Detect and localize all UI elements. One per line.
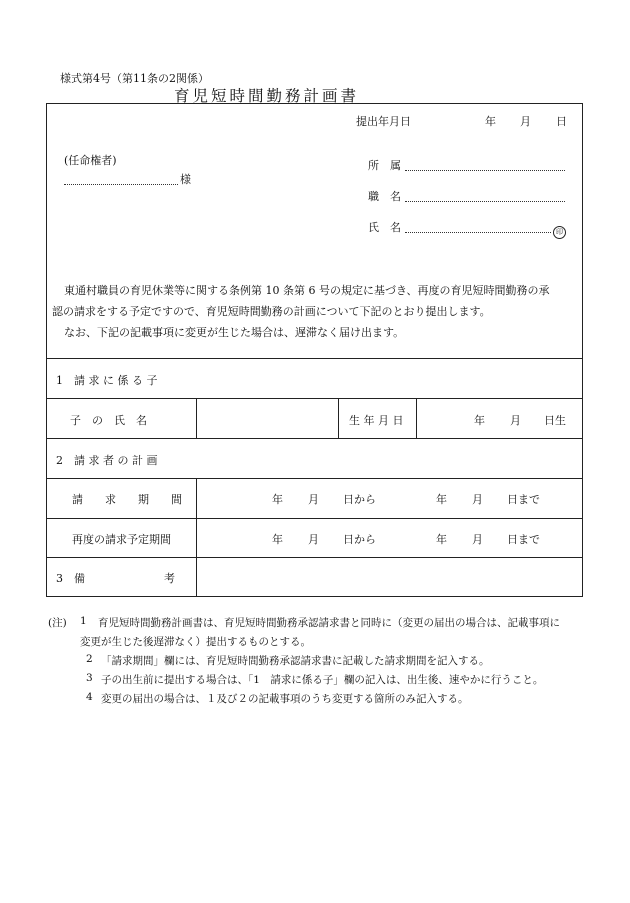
birthdate-label: 生 年 月 日 xyxy=(349,414,404,427)
row-line xyxy=(46,398,583,399)
replan-from-day-label: 日から xyxy=(343,533,376,546)
replan-to-day-label: 日まで xyxy=(507,533,540,546)
form-frame xyxy=(46,103,583,597)
table-top-line xyxy=(46,358,583,359)
row-line xyxy=(46,518,583,519)
from-month-label: 月 xyxy=(308,493,319,506)
row-line xyxy=(46,438,583,439)
section-1-heading: 1 請 求 に 係 る 子 xyxy=(56,374,158,387)
col-line xyxy=(338,398,339,438)
birth-day-label: 日生 xyxy=(544,414,566,427)
col-line xyxy=(416,398,417,438)
to-month-label: 月 xyxy=(472,493,483,506)
row-line xyxy=(46,557,583,558)
note-4-number: 4 xyxy=(86,691,93,703)
replan-from-year-label: 年 xyxy=(272,533,283,546)
note-3-number: 3 xyxy=(86,672,93,684)
section-3-heading: 3 備 xyxy=(56,572,85,585)
form-number: 様式第4号（第11条の2関係） xyxy=(60,72,209,85)
birth-month-label: 月 xyxy=(510,414,521,427)
appointer-line xyxy=(64,184,178,185)
birth-year-label: 年 xyxy=(474,414,485,427)
note-3-text: 子の出生前に提出する場合は、「1 請求に係る子」欄の記入は、出生後、速やかに行うこと。 xyxy=(101,674,544,686)
note-1-text: 育児短時間勤務計画書は、育児短時間勤務承認請求書と同時に（変更の届出の場合は、記載事項に xyxy=(98,617,560,629)
request-period-label: 請 求 期 間 xyxy=(72,493,182,506)
document-title: 育児短時間勤務計画書 xyxy=(174,87,360,105)
seal-icon: 印 xyxy=(553,219,566,239)
note-1-text-cont: 変更が生じた後遅滞なく）提出するものとする。 xyxy=(80,636,311,648)
row-line xyxy=(46,478,583,479)
section-2-heading: 2 請 求 者 の 計 画 xyxy=(56,454,158,467)
appointer-label: (任命権者) xyxy=(64,154,117,167)
position-line xyxy=(405,201,565,202)
position-label: 職 名 xyxy=(368,190,401,203)
date-day-label: 日 xyxy=(556,115,567,128)
to-day-label: 日まで xyxy=(507,493,540,506)
note-2-number: 2 xyxy=(86,653,93,665)
child-name-label: 子 の 氏 名 xyxy=(70,414,147,427)
name-label: 氏 名 xyxy=(368,221,401,234)
submission-date-label: 提出年月日 xyxy=(356,115,411,128)
section-3-heading-tail: 考 xyxy=(164,572,175,585)
date-year-label: 年 xyxy=(485,115,496,128)
replan-to-year-label: 年 xyxy=(436,533,447,546)
statement-line-2: 認の請求をする予定ですので、育児短時間勤務の計画について下記のとおり提出します。 xyxy=(52,305,491,318)
note-2-text: 「請求期間」欄には、育児短時間勤務承認請求書に記載した請求期間を記入する。 xyxy=(101,655,490,667)
to-year-label: 年 xyxy=(436,493,447,506)
from-year-label: 年 xyxy=(272,493,283,506)
sama-label: 様 xyxy=(180,173,191,186)
note-4-text: 変更の届出の場合は、１及び２の記載事項のうち変更する箇所のみ記入する。 xyxy=(101,693,469,705)
replan-to-month-label: 月 xyxy=(472,533,483,546)
affiliation-line xyxy=(405,170,565,171)
date-month-label: 月 xyxy=(520,115,531,128)
note-1-number: 1 xyxy=(80,615,87,627)
name-line xyxy=(405,232,551,233)
notes-label: (注) xyxy=(48,617,67,629)
statement-line-1: 東通村職員の育児休業等に関する条例第 10 条第 6 号の規定に基づき、再度の育児短時間勤務の承 xyxy=(64,284,550,297)
col-line xyxy=(196,478,197,597)
col-line xyxy=(196,398,197,438)
statement-line-3: なお、下記の記載事項に変更が生じた場合は、遅滞なく届け出ます。 xyxy=(64,326,405,339)
replan-period-label: 再度の請求予定期間 xyxy=(72,533,171,546)
affiliation-label: 所 属 xyxy=(368,159,401,172)
from-day-label: 日から xyxy=(343,493,376,506)
replan-from-month-label: 月 xyxy=(308,533,319,546)
